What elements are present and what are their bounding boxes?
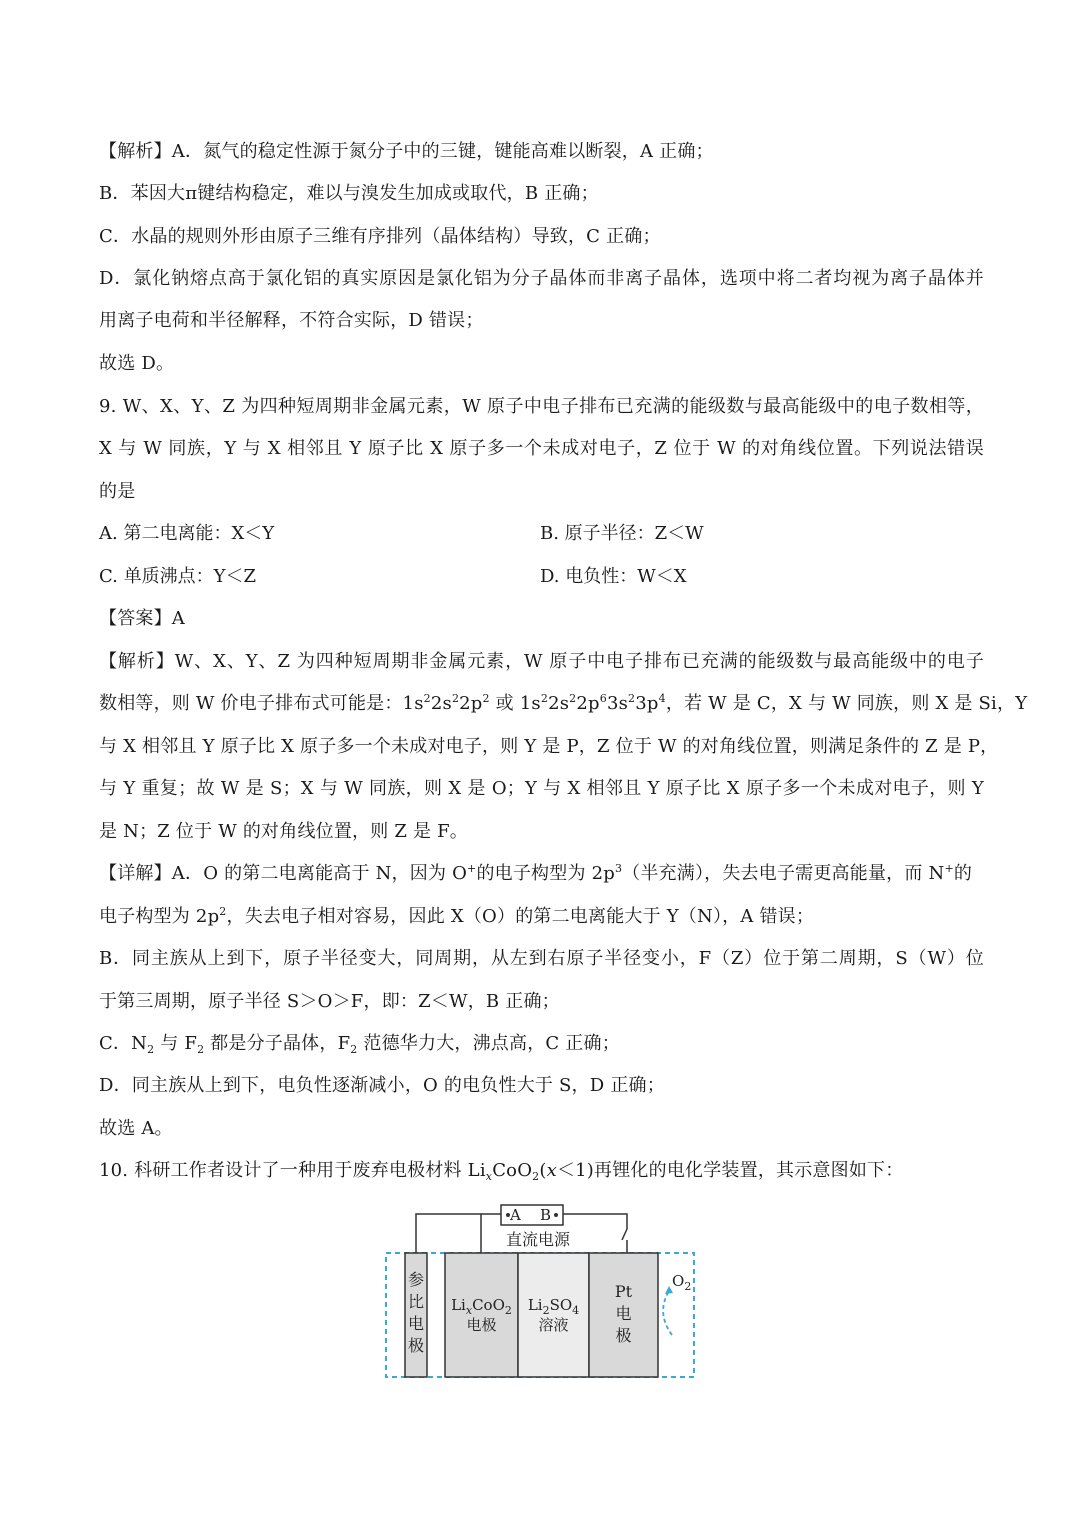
q9-conclusion: 故选 A。 bbox=[99, 1118, 173, 1139]
terminal-a-label: A bbox=[510, 1206, 521, 1224]
q8-analysis-line-3: C．水晶的规则外形由原子三维有序排列（晶体结构）导致，C 正确； bbox=[99, 226, 661, 247]
electron-config-1: $1s^22s^22p^2$ bbox=[402, 692, 490, 714]
q9-analysis-line-2-text: 数相等，则 W 价电子排布式可能是：$1s^22s^22p^2$ 或 $1s^22s^22p^63s^23p^4$，若 W 是 C，X 与 W 同族，则 X 是 Si，Y bbox=[99, 692, 1028, 714]
q8-conclusion: 故选 D。 bbox=[99, 353, 175, 374]
pt-electrode-label: Pt 电 极 bbox=[614, 1282, 633, 1345]
q10-stem: 10. 科研工作者设计了一种用于废弃电极材料 $Li_xCoO_2(x<1)$再锂化的电化学装置，其示意图如下： bbox=[99, 1160, 904, 1183]
q9-option-c: C. 单质沸点：Y＜Z bbox=[99, 566, 256, 587]
li2so4-solution-label: $Li_2SO_4$ 溶液 bbox=[527, 1296, 580, 1334]
wire-pt bbox=[563, 1214, 627, 1229]
q8-analysis-line-2: B．苯因大π键结构稳定，难以与溴发生加成或取代，B 正确； bbox=[99, 183, 599, 204]
q9-detail-line-3: B．同主族从上到下，原子半径变大，同周期，从左到右原子半径变小，F（Z）位于第二周期，S（W）位 bbox=[99, 948, 984, 969]
q9-analysis-line-2 bbox=[99, 692, 1028, 716]
electrochemical-apparatus-diagram bbox=[384, 1203, 698, 1381]
power-source-label: 直流电源 bbox=[505, 1230, 570, 1249]
q9-answer: 【答案】A bbox=[99, 608, 185, 629]
terminal-b-dot bbox=[554, 1213, 558, 1217]
q8-analysis-line-5: 用离子电荷和半径解释，不符合实际，D 错误； bbox=[99, 310, 484, 331]
q9-stem-line-2: X 与 W 同族，Y 与 X 相邻且 Y 原子比 X 原子多一个未成对电子，Z 位于 W 的对角线位置。下列说法错误 bbox=[99, 438, 984, 459]
q8-analysis-line-4: D．氯化钠熔点高于氯化铝的真实原因是氯化铝为分子晶体而非离子晶体，选项中将二者均视为离子晶体并 bbox=[99, 268, 984, 289]
q9-option-a: A. 第二电离能：X＜Y bbox=[99, 523, 275, 544]
q9-analysis-line-3: 与 X 相邻且 Y 原子比 X 原子多一个未成对电子，则 Y 是 P，Z 位于 W 的对角线位置，则满足条件的 Z 是 P， bbox=[99, 736, 999, 757]
oxygen-gas-label: $O_2$ bbox=[672, 1272, 692, 1293]
oxygen-arrow bbox=[663, 1291, 672, 1335]
q9-option-d: D. 电负性：W＜X bbox=[540, 566, 687, 587]
q9-detail-line-4: 于第三周期，原子半径 S＞O＞F，即：Z＜W，B 正确； bbox=[99, 991, 560, 1012]
q9-option-b: B. 原子半径：Z＜W bbox=[540, 523, 704, 544]
q9-analysis-line-4: 与 Y 重复；故 W 是 S；X 与 W 同族，则 X 是 O；Y 与 X 相邻且 Y 原子比 X 原子多一个未成对电子，则 Y bbox=[99, 778, 984, 799]
q8-analysis-line-1: 【解析】A．氮气的稳定性源于氮分子中的三键，键能高难以断裂，A 正确； bbox=[99, 141, 714, 162]
q9-analysis-line-1: 【解析】W、X、Y、Z 为四种短周期非金属元素，W 原子中电子排布已充满的能级数与最高能级中的电子 bbox=[99, 651, 984, 672]
q9-detail-line-6: D．同主族从上到下，电负性逐渐减小，O 的电负性大于 S，D 正确； bbox=[99, 1075, 665, 1096]
q9-stem-line-3: 的是 bbox=[99, 481, 136, 502]
licoo2-electrode-label: $Li_xCoO_2$ 电极 bbox=[451, 1296, 512, 1334]
q9-detail-line-2: 电子构型为 $2p^2$，失去电子相对容易，因此 X（O）的第二电离能大于 Y（N），A 错误； bbox=[99, 905, 815, 927]
q9-stem-line-1: 9. W、X、Y、Z 为四种短周期非金属元素，W 原子中电子排布已充满的能级数与最高能级中的电子数相等， bbox=[99, 396, 984, 417]
q9-analysis-line-5: 是 N；Z 位于 W 的对角线位置，则 Z 是 F。 bbox=[99, 821, 469, 842]
q9-detail-line-1: 【详解】A．O 的第二电离能高于 N，因为 O+的电子构型为 $2p^3$（半充满），失去电子需更高能量，而 N+的 bbox=[99, 862, 973, 884]
reference-electrode-label: 参 比 电 极 bbox=[407, 1270, 424, 1355]
q9-detail-line-5: C．$N_2$ 与 $F_2$ 都是分子晶体，$F_2$ 范德华力大，沸点高，C 正确； bbox=[99, 1033, 620, 1056]
terminal-b-label: B bbox=[540, 1206, 552, 1224]
switch bbox=[622, 1229, 627, 1240]
electron-config-2: $1s^22s^22p^63s^23p^4$ bbox=[519, 692, 666, 714]
wire-reference bbox=[416, 1214, 501, 1253]
